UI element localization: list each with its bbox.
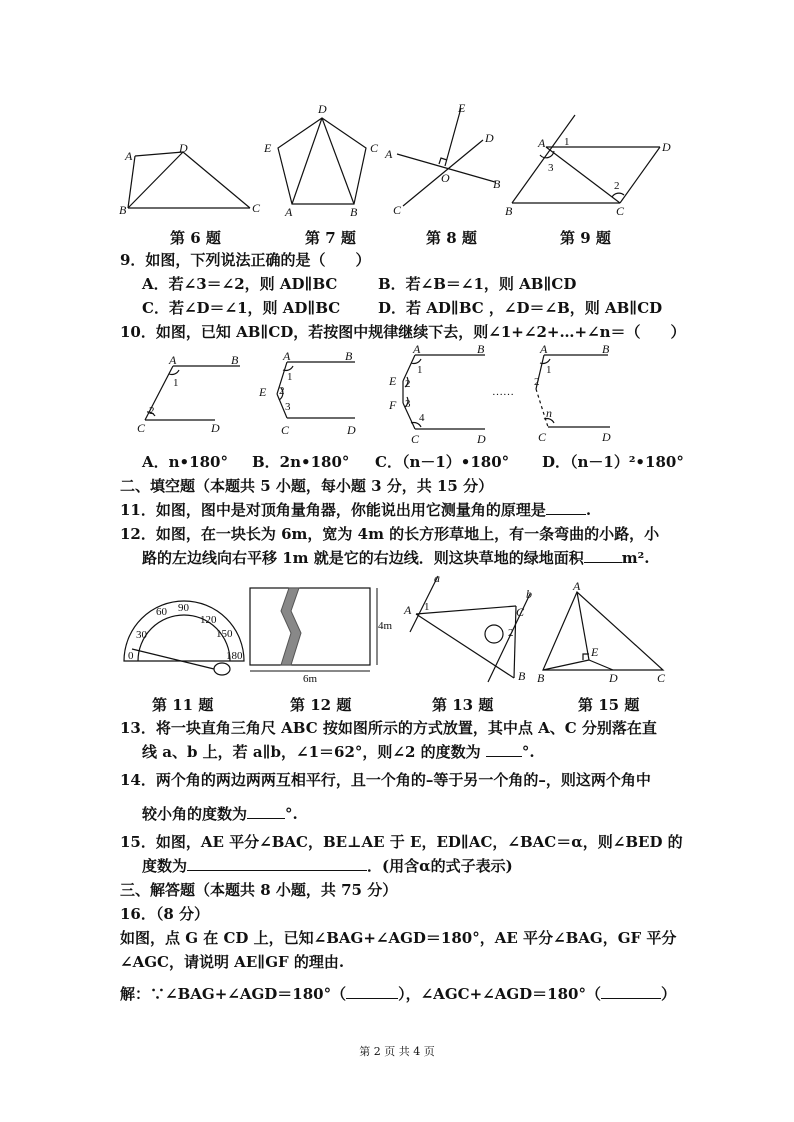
q13-line2 xyxy=(142,742,535,762)
angle-3: 3 xyxy=(548,162,554,174)
label-b: b xyxy=(526,587,532,601)
label-F: F xyxy=(389,398,397,412)
q13-blank[interactable] xyxy=(486,742,522,757)
label-B: B xyxy=(477,342,485,356)
angle-1: 1 xyxy=(564,136,570,148)
label-A: A xyxy=(404,603,412,617)
q9-option-c: C．若∠D＝∠1，则 AD∥BC xyxy=(142,299,341,317)
label-D: D xyxy=(179,141,188,155)
figure-10-n xyxy=(490,342,620,445)
angle-1: 1 xyxy=(287,371,293,383)
q14-blank[interactable] xyxy=(247,804,285,819)
q15-blank[interactable] xyxy=(187,856,367,871)
angle-2: 2 xyxy=(508,627,514,639)
angle-2: 2 xyxy=(279,385,285,397)
angle-1: 1 xyxy=(417,364,423,376)
figure-6 xyxy=(115,140,265,220)
angle-1: 1 xyxy=(546,364,552,376)
tick-60: 60 xyxy=(156,606,167,618)
q12-line1: 12．如图，在一块长为 6m，宽为 4m 的长方形草地上，有一条弯曲的小路，小 xyxy=(120,525,660,543)
label-B: B xyxy=(602,342,610,356)
q12-text: 路的左边线向右平移 1m 就是它的右边线．则这块草地的绿地面积 xyxy=(142,549,584,567)
figure-8 xyxy=(383,100,513,220)
q10-stem: 10．如图，已知 AB∥CD，若按图中规律继续下去，则∠1+∠2+…+∠n＝（ ） xyxy=(120,323,686,341)
q15-text: 度数为 xyxy=(142,857,188,875)
q12-blank[interactable] xyxy=(584,548,622,563)
caption-9: 第 9 题 xyxy=(560,229,611,247)
label-E: E xyxy=(389,374,397,388)
caption-15: 第 15 题 xyxy=(578,696,640,714)
q16-sol-part3: ） xyxy=(660,985,676,1003)
label-C: C xyxy=(538,430,547,444)
q11-end: . xyxy=(585,501,592,519)
label-B: B xyxy=(345,349,353,363)
q16-line1: 如图，点 G 在 CD 上，已知∠BAG+∠AGD＝180°，AE 平分∠BAG，GF 平分 xyxy=(120,929,677,947)
caption-6: 第 6 题 xyxy=(170,229,221,247)
angle-2: 2 xyxy=(149,405,155,417)
angle-n: n xyxy=(546,406,552,420)
label-E: E xyxy=(259,385,267,399)
tick-180: 180 xyxy=(226,650,243,662)
label-B: B xyxy=(119,203,127,217)
q13-end: °. xyxy=(521,743,535,761)
figure-10-1 xyxy=(135,352,255,442)
label-B: B xyxy=(493,177,501,191)
ellipsis: …… xyxy=(492,386,514,398)
width-label: 6m xyxy=(303,673,318,685)
figure-7 xyxy=(262,100,392,220)
caption-7: 第 7 题 xyxy=(305,229,356,247)
tick-120: 120 xyxy=(200,614,217,626)
q12-line2 xyxy=(142,548,649,568)
label-C: C xyxy=(516,605,525,619)
label-E: E xyxy=(264,141,272,155)
q16-reason-blank-2[interactable] xyxy=(601,984,661,999)
label-A: A xyxy=(413,342,421,356)
label-E: E xyxy=(458,101,466,115)
q11-blank[interactable] xyxy=(546,500,586,515)
q16-solution xyxy=(120,984,676,1004)
tick-90: 90 xyxy=(178,602,189,614)
figure-13 xyxy=(398,570,538,685)
q13-line1: 13．将一块直角三角尺 ABC 按如图所示的方式放置，其中点 A、C 分别落在直 xyxy=(120,719,657,737)
angle-3: 3 xyxy=(285,401,291,413)
q16-heading: 16．（8 分） xyxy=(120,905,210,923)
label-D: D xyxy=(211,421,220,435)
angle-4: 4 xyxy=(419,412,425,424)
label-D: D xyxy=(662,140,671,154)
label-C: C xyxy=(616,204,625,218)
q14-end: °. xyxy=(285,805,298,823)
q16-sol-part2: ），∠AGC+∠AGD＝180°（ xyxy=(398,985,601,1003)
angle-2: 2 xyxy=(614,180,620,192)
caption-13: 第 13 题 xyxy=(432,696,494,714)
label-a: a xyxy=(434,571,440,585)
label-A: A xyxy=(169,353,177,367)
label-A: A xyxy=(125,149,133,163)
angle-1: 1 xyxy=(424,601,430,613)
height-label: 4m xyxy=(378,620,393,632)
figure-15 xyxy=(535,580,670,685)
tick-150: 150 xyxy=(216,628,233,640)
q9-option-b: B．若∠B＝∠1，则 AB∥CD xyxy=(378,275,577,293)
label-A: A xyxy=(283,349,291,363)
label-D: D xyxy=(602,430,611,444)
label-D: D xyxy=(318,102,327,116)
q13-text: 线 a、b 上，若 a∥b，∠1＝62°，则∠2 的度数为 xyxy=(142,743,481,761)
label-C: C xyxy=(370,141,379,155)
label-B: B xyxy=(518,669,526,683)
q10-option-b: B．2n•180° xyxy=(252,453,350,471)
q10-option-c: C．（n－1）•180° xyxy=(375,453,510,471)
label-D: D xyxy=(477,432,486,446)
label-A: A xyxy=(538,136,546,150)
q15-end: ．(用含α的式子表示) xyxy=(367,857,513,875)
caption-12: 第 12 题 xyxy=(290,696,352,714)
figure-11-protractor xyxy=(118,585,248,680)
label-C: C xyxy=(393,203,402,217)
figure-10-3 xyxy=(385,342,495,446)
q16-reason-blank-1[interactable] xyxy=(346,984,398,999)
q16-sol-part1: 解：∵∠BAG+∠AGD＝180°（ xyxy=(120,985,347,1003)
label-O: O xyxy=(441,171,450,185)
label-C: C xyxy=(252,201,261,215)
figure-9 xyxy=(500,105,680,220)
label-B: B xyxy=(350,205,358,219)
angle-2: 2 xyxy=(405,378,411,390)
q11 xyxy=(120,500,591,520)
label-B: B xyxy=(537,671,545,685)
label-A: A xyxy=(285,205,293,219)
q9-option-a: A．若∠3＝∠2，则 AD∥BC xyxy=(142,275,338,293)
angle-1: 1 xyxy=(173,377,179,389)
page-footer: 第 2 页 共 4 页 xyxy=(359,1045,435,1058)
q10-option-d: D．（n－1）²•180° xyxy=(542,453,684,471)
label-D: D xyxy=(347,423,356,437)
figure-12-grassland xyxy=(245,583,393,685)
caption-11: 第 11 题 xyxy=(152,696,214,714)
q15-line1: 15．如图，AE 平分∠BAC，BE⊥AE 于 E，ED∥AC，∠BAC＝α，则∠BED 的 xyxy=(120,833,683,851)
label-A: A xyxy=(385,147,393,161)
q16-line2: ∠AGC，请说明 AE∥GF 的理由. xyxy=(120,953,345,971)
q12-unit: m². xyxy=(621,549,650,567)
label-D: D xyxy=(609,671,618,685)
label-B: B xyxy=(505,204,513,218)
label-B: B xyxy=(231,353,239,367)
q9-stem: 9．如图，下列说法正确的是（ ） xyxy=(120,251,371,269)
label-E: E xyxy=(591,645,599,659)
label-C: C xyxy=(657,671,666,685)
q14-line1: 14．两个角的两边两两互相平行，且一个角的–等于另一个角的–，则这两个角中 xyxy=(120,771,651,789)
label-A: A xyxy=(540,342,548,356)
angle-2: 2 xyxy=(534,376,540,388)
label-C: C xyxy=(137,421,146,435)
q14-line2 xyxy=(142,804,298,824)
tick-30: 30 xyxy=(136,629,147,641)
tick-0: 0 xyxy=(128,650,134,662)
label-C: C xyxy=(281,423,290,437)
section-2-heading: 二、填空题（本题共 5 小题，每小题 3 分，共 15 分） xyxy=(120,477,494,495)
q15-line2 xyxy=(142,856,513,876)
angle-3: 3 xyxy=(405,398,411,410)
q14-text: 较小角的度数为 xyxy=(142,805,248,823)
label-A: A xyxy=(573,579,581,593)
section-3-heading: 三、解答题（本题共 8 小题，共 75 分） xyxy=(120,881,398,899)
label-C: C xyxy=(411,432,420,446)
q10-option-a: A．n•180° xyxy=(142,453,228,471)
caption-8: 第 8 题 xyxy=(426,229,477,247)
label-D: D xyxy=(485,131,494,145)
q11-text: 11．如图，图中是对顶角量角器，你能说出用它测量角的原理是 xyxy=(120,501,546,519)
q9-option-d: D．若 AD∥BC ，∠D＝∠B，则 AB∥CD xyxy=(378,299,663,317)
figure-10-2 xyxy=(255,349,375,442)
